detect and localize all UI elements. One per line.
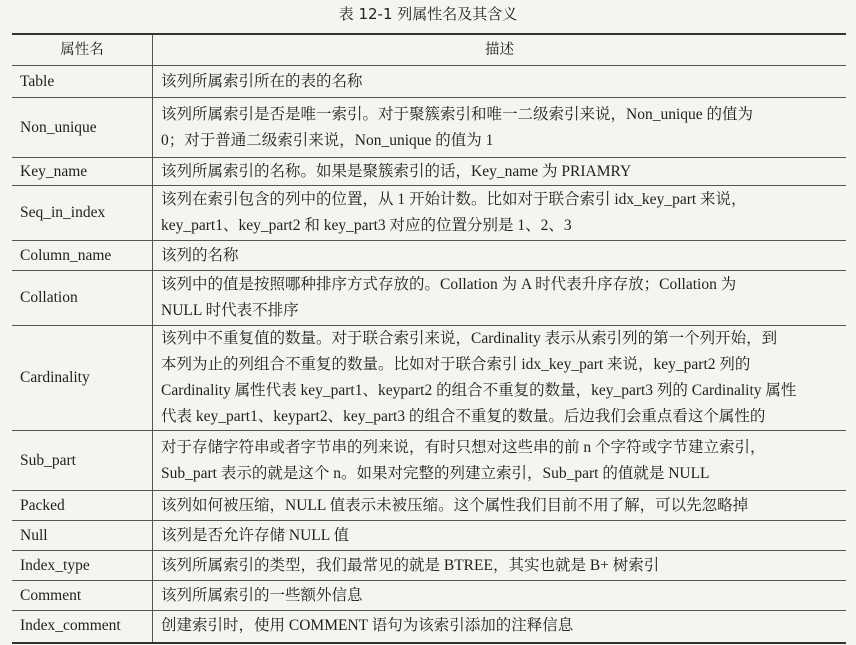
attribute-name: Comment [12, 581, 153, 611]
attribute-description [153, 491, 847, 521]
table-row [12, 241, 846, 271]
description-line: 该列中的值是按照哪种排序方式存放的。Collation 为 A 时代表升序存放；Collation 为 [161, 276, 737, 293]
table-row [12, 66, 846, 98]
description-line: 该列所属索引是否是唯一索引。对于聚簇索引和唯一二级索引来说，Non_unique 的值为 [161, 105, 754, 123]
attribute-name: Table [12, 66, 153, 98]
attribute-name: Collation [12, 271, 153, 326]
attribute-description [153, 521, 847, 551]
attribute-description [153, 581, 847, 611]
table-row [12, 271, 846, 326]
table-row [12, 186, 846, 241]
table-row [12, 158, 846, 186]
table-row [12, 98, 846, 158]
description-line: 该列所属索引的名称。如果是聚簇索引的话，Key_name 为 PRIAMRY [161, 162, 632, 180]
attribute-name: Null [12, 521, 153, 551]
attribute-name: Seq_in_index [12, 186, 153, 241]
table-row [12, 491, 846, 521]
description-line: 0；对于普通二级索引来说，Non_unique 的值为 1 [161, 131, 494, 149]
attribute-description [153, 611, 847, 643]
attribute-name: Non_unique [12, 98, 153, 158]
table-header-row [12, 34, 846, 66]
attribute-description [153, 241, 847, 271]
attribute-name: Index_comment [12, 611, 153, 643]
description-line: 该列所属索引的类型，我们最常见的就是 BTREE，其实也就是 B+ 树索引 [161, 556, 660, 574]
description-line: 本列为止的列组合不重复的数量。比如对于联合索引 idx_key_part 来说，key_part2 列的 [161, 356, 751, 373]
table-row [12, 581, 846, 611]
description-line: 代表 key_part1、keypart2、key_part3 的组合不重复的数量。后边我们会重点看这个属性的 [161, 408, 766, 425]
attribute-description [153, 66, 847, 98]
description-line: key_part1、key_part2 和 key_part3 对应的位置分别是 1、2、3 [161, 217, 572, 234]
attribute-description [153, 431, 847, 491]
description-line: 该列所属索引所在的表的名称 [161, 72, 363, 90]
header-attribute-name: 属性名 [12, 34, 153, 66]
header-description: 描述 [153, 34, 847, 66]
description-line: 该列中不重复值的数量。对于联合索引来说，Cardinality 表示从索引列的第一个列开始，到 [161, 330, 778, 347]
description-line: 该列所属索引的一些额外信息 [161, 586, 363, 604]
attribute-name: Cardinality [12, 326, 153, 431]
attribute-description [153, 326, 847, 431]
attribute-description [153, 271, 847, 326]
attribute-name: Column_name [12, 241, 153, 271]
attribute-description [153, 186, 847, 241]
description-line: NULL 时代表不排序 [161, 302, 299, 319]
table-row [12, 521, 846, 551]
description-line: 该列的名称 [161, 246, 239, 264]
description-line: 该列是否允许存储 NULL 值 [161, 526, 349, 544]
description-line: 创建索引时，使用 COMMENT 语句为该索引添加的注释信息 [161, 617, 574, 635]
attribute-name: Sub_part [12, 431, 153, 491]
description-line: 该列在索引包含的列中的位置，从 1 开始计数。比如对于联合索引 idx_key_part 来说， [161, 191, 747, 208]
attribute-name: Key_name [12, 158, 153, 186]
attribute-description [153, 158, 847, 186]
attribute-name: Index_type [12, 551, 153, 581]
table-caption: 表 12-1 列属性名及其含义 [338, 5, 518, 23]
attribute-description [153, 551, 847, 581]
description-line: Cardinality 属性代表 key_part1、keypart2 的组合不重复的数量，key_part3 列的 Cardinality 属性 [161, 382, 797, 399]
table-row [12, 551, 846, 581]
attribute-name: Packed [12, 491, 153, 521]
description-line: 对于存储字符串或者字节串的列来说，有时只想对这些串的前 n 个字符或字节建立索引， [161, 438, 766, 456]
table-row [12, 326, 846, 431]
description-line: Sub_part 表示的就是这个 n。如果对完整的列建立索引，Sub_part 的值就是 NULL [161, 464, 710, 482]
table-row [12, 431, 846, 491]
description-line: 该列如何被压缩，NULL 值表示未被压缩。这个属性我们目前不用了解，可以先忽略掉 [161, 496, 749, 514]
attribute-description [153, 98, 847, 158]
column-attributes-table [12, 33, 846, 644]
table-row [12, 611, 846, 643]
